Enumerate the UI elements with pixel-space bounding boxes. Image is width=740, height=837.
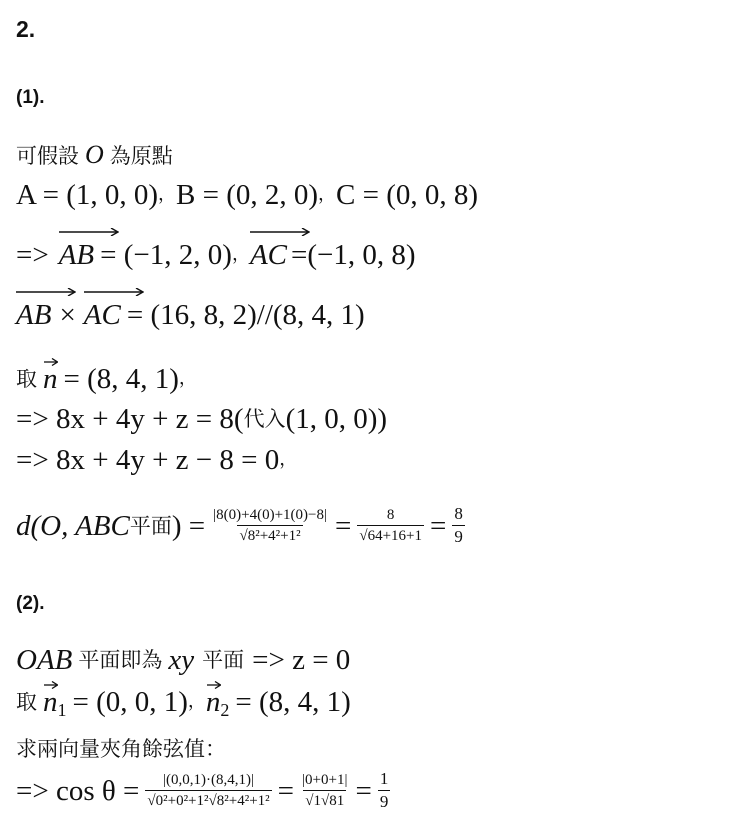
points-sep-1: ， [158, 184, 177, 205]
points-line [16, 178, 478, 212]
fraction-denominator: 9 [379, 792, 389, 811]
normal-1-name: n [43, 686, 58, 718]
vectors-line [16, 238, 416, 272]
plane2-sep: ， [279, 449, 298, 470]
normal-2-name: n [205, 686, 221, 718]
normal-2-value: = (8, 4, 1) [235, 686, 351, 718]
cross-ab-name: AB [16, 299, 52, 331]
vector-arrow-icon [207, 681, 221, 689]
normals-sep: ， [187, 691, 206, 712]
fraction-numerator: 1 [379, 769, 389, 788]
xy-text: xy [168, 644, 195, 676]
normal-1 [43, 685, 58, 719]
normal-1-value: = (0, 0, 1) [72, 686, 188, 718]
part1-label: (1). [16, 87, 45, 108]
fraction-numerator: 8 [454, 504, 463, 523]
cross-ab [16, 298, 51, 332]
cosine-eq-1: = [277, 774, 295, 807]
plane1-lead: => 8x + 4y + z = 8( [16, 403, 244, 435]
distance-fraction-1 [211, 507, 329, 544]
vector-arrow-icon [59, 228, 119, 236]
question-number: 2. [16, 16, 36, 42]
point-a: A = (1, 0, 0) [16, 179, 159, 211]
vector-ac-name: AC [249, 239, 287, 271]
cosine-lead: => cos θ = [16, 774, 140, 807]
normals-take: 取 [16, 690, 37, 714]
normal-name: n [43, 363, 58, 395]
part2-plane-line [16, 643, 350, 677]
vector-ab [59, 238, 94, 272]
plane1-cjk: 代入 [243, 407, 286, 431]
cross-result: = (16, 8, 2)//(8, 4, 1) [126, 299, 365, 331]
cross-ac-name: AC [83, 299, 121, 331]
points-sep-2: ， [318, 184, 337, 205]
distance-lhs: d(O, ABC [16, 509, 130, 542]
implies-arrow: => [16, 239, 49, 271]
cosine-fraction-3 [378, 770, 391, 811]
intro-var: O [85, 140, 104, 169]
normal-line [16, 362, 197, 396]
cosine-line [16, 770, 396, 811]
normal-value: = (8, 4, 1) [63, 363, 179, 395]
plane1-tail: (1, 0, 0)) [285, 403, 388, 435]
point-b: B = (0, 2, 0) [176, 179, 319, 211]
normal-2-sub: 2 [220, 700, 230, 720]
normal-2 [206, 685, 221, 719]
distance-eq-2: = [430, 509, 447, 542]
normal-sep: ， [178, 368, 197, 389]
vector-arrow-icon [44, 681, 58, 689]
fraction-denominator: 9 [454, 527, 463, 546]
normal-vector [43, 362, 58, 396]
vector-arrow-icon [44, 358, 58, 366]
cosine-fraction-1 [145, 772, 271, 809]
cross-product-line [16, 298, 365, 332]
distance-fraction-2 [357, 507, 424, 544]
cosine-intro: 求兩向量夾角餘弦值： [16, 737, 226, 761]
fraction-denominator: √0²+0²+1²√8²+4²+1² [145, 790, 271, 809]
normal-take: 取 [16, 367, 37, 391]
vector-arrow-icon [84, 288, 144, 296]
point-c: C = (0, 0, 8) [336, 179, 479, 211]
vector-ab-value: = (−1, 2, 0) [100, 239, 232, 271]
plane2-lead: => 8x + 4y + z − 8 = 0 [16, 444, 280, 476]
fraction-numerator: 8 [386, 507, 395, 523]
vectors-sep: ， [231, 244, 250, 265]
cosine-eq-2: = [355, 774, 372, 807]
part2-label: (2). [16, 593, 45, 614]
part1-intro [16, 141, 173, 169]
intro-rest: 為原點 [109, 144, 173, 168]
distance-lhs-close: ) = [171, 509, 206, 542]
vector-arrow-icon [250, 228, 310, 236]
cosine-fraction-2 [300, 772, 349, 809]
plane-is-text: 平面即為 [78, 648, 163, 672]
fraction-denominator: √8²+4²+1² [237, 525, 302, 544]
distance-lhs-cjk: 平面 [129, 513, 172, 538]
plane-equation-1 [16, 402, 387, 436]
normal-1-sub: 1 [57, 700, 67, 720]
distance-line [16, 505, 471, 546]
vector-ac-value: =(−1, 0, 8) [291, 239, 416, 271]
vector-ac [250, 238, 287, 272]
fraction-numerator: |8(0)+4(0)+1(0)−8| [213, 507, 327, 523]
z-equals-zero: => z = 0 [252, 644, 351, 676]
distance-fraction-3 [452, 505, 465, 546]
part2-normals-line [16, 685, 351, 719]
fraction-denominator: √64+16+1 [357, 525, 424, 544]
fraction-numerator: |(0,0,1)·(8,4,1)| [163, 772, 255, 788]
vector-ab-name: AB [58, 239, 95, 271]
oab-name: OAB [16, 644, 73, 676]
plane-text: 平面 [202, 648, 245, 672]
intro-text: 可假設 [16, 144, 79, 168]
cross-times: × [59, 299, 76, 331]
distance-eq-1: = [334, 509, 352, 542]
vector-arrow-icon [16, 288, 76, 296]
fraction-numerator: |0+0+1| [302, 772, 348, 788]
cross-ac [84, 298, 121, 332]
fraction-denominator: √1√81 [303, 790, 346, 809]
plane-equation-2 [16, 443, 297, 477]
